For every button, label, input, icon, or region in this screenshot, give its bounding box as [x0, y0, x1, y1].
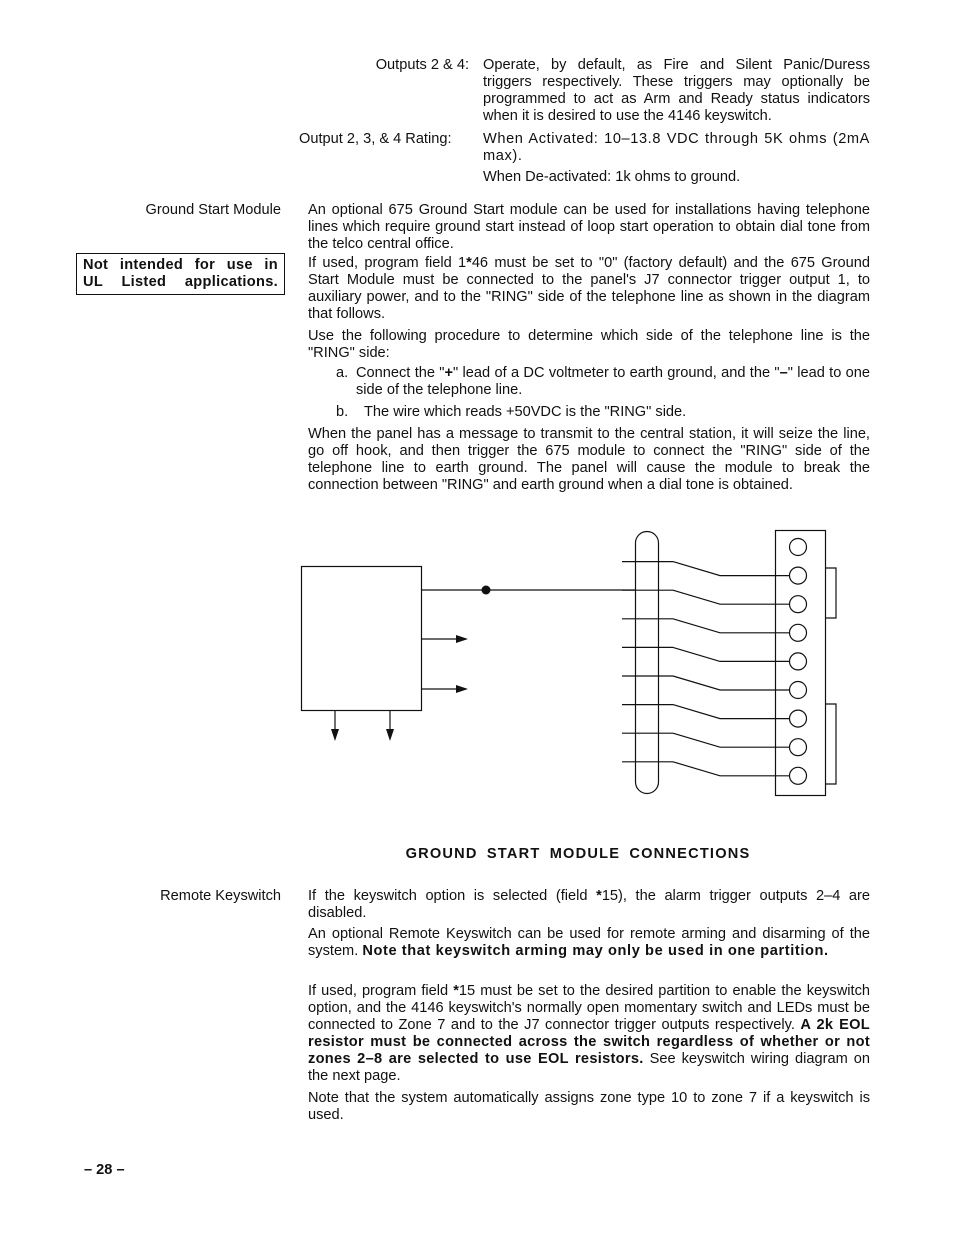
- p2-text-b: 46 must be set to "0" (factory default) and the 675 Ground Start Module must be connected to the panel's J7 connector trigger output 1, to auxiliary power, and to the "RING" side of the telephone line as shown in the diagram that follows.: [308, 255, 870, 322]
- wire-lead-7: [673, 705, 790, 719]
- step-a-minus: –: [779, 365, 788, 381]
- ks-p1-a: If the keyswitch option is selected (field: [308, 888, 597, 904]
- ks-p2-a: An optional Remote Keyswitch can be used for remote arming and disarming of the system.: [308, 926, 870, 959]
- step-a-label: a.: [336, 365, 349, 381]
- page-number: – 28 –: [84, 1162, 125, 1178]
- ground-start-p4: When the panel has a message to transmit to the central station, it will seize the line, go off hook, and then trigger the 675 module to connect the "RING" side of the telephone line to earth ground. The panel will cause the module to break the connection between "RING" and earth ground when a dial tone is obtained.: [308, 426, 870, 493]
- step-a-plus: +: [444, 365, 454, 381]
- ground-start-p1: An optional 675 Ground Start module can be used for installations having telephone lines which require ground start instead of loop start operation to obtain dial tone from the telco central office.: [308, 202, 870, 252]
- output-rating-activated: When Activated: 10–13.8 VDC through 5K ohms (2mA max).: [483, 131, 870, 164]
- output-rating-deactivated: When De-activated: 1k ohms to ground.: [483, 169, 741, 185]
- terminal-2: [790, 567, 807, 584]
- wire-lead-8: [673, 733, 790, 747]
- ks-p1-b: 15), the alarm trigger outputs 2–4 are disabled.: [308, 888, 870, 921]
- step-b-text: The wire which reads +50VDC is the "RING" side.: [364, 404, 687, 420]
- bracket-lower: [826, 704, 836, 784]
- ks-p1-star: *: [596, 888, 602, 904]
- arrowhead-right-2: [456, 685, 468, 693]
- module-675-box: [302, 567, 422, 711]
- ground-start-p3: Use the following procedure to determine which side of the telephone line is the "RING" side:: [308, 328, 870, 361]
- bracket-upper: [826, 568, 836, 618]
- terminal-9: [790, 767, 807, 784]
- wire-lead-9: [673, 762, 790, 776]
- ks-p3-c: See keyswitch wiring diagram on the next page.: [308, 1051, 870, 1084]
- p2-text-a: If used, program field 1: [308, 255, 467, 271]
- arrowhead-down-2: [386, 729, 394, 741]
- cable-bundle: [636, 532, 659, 794]
- arrowhead-right-1: [456, 635, 468, 643]
- keyswitch-p3: [308, 983, 870, 1085]
- keyswitch-p1: [308, 888, 870, 922]
- output-rating-label: Output 2, 3, & 4 Rating:: [299, 131, 452, 147]
- terminal-1: [790, 539, 807, 556]
- ks-p2-bold: Note that keyswitch arming may only be used in one partition.: [362, 943, 829, 959]
- ul-note-line2: UL Listed applications.: [83, 274, 278, 290]
- terminal-8: [790, 739, 807, 756]
- ks-p3-bold: A 2k EOL resistor must be connected across the switch regardless of whether or not zones 2–8 are selected to use EOL resistors.: [308, 1017, 870, 1067]
- step-b-label: b.: [336, 404, 349, 420]
- terminal-4: [790, 624, 807, 641]
- remote-keyswitch-heading: Remote Keyswitch: [160, 888, 281, 904]
- terminal-5: [790, 653, 807, 670]
- wire-lead-5: [673, 647, 790, 661]
- keyswitch-p4: Note that the system automatically assigns zone type 10 to zone 7 if a keyswitch is used.: [308, 1090, 870, 1123]
- junction-dot: [482, 586, 491, 595]
- step-a-part1: Connect the ": [356, 365, 445, 381]
- step-a-part3: " lead to one side of the telephone line.: [356, 365, 871, 398]
- arrowhead-down-1: [331, 729, 339, 741]
- terminal-7: [790, 710, 807, 727]
- wire-lead-4: [673, 619, 790, 633]
- diagram-caption: GROUND START MODULE CONNECTIONS: [405, 846, 751, 862]
- ground-start-heading: Ground Start Module: [145, 202, 281, 218]
- ks-p3-b: 15 must be set to the desired partition to enable the keyswitch option, and the 4146 keyswitch's normally open momentary switch and LEDs must be connected to Zone 7 and to the J7 connector trigger outputs respectively.: [308, 983, 870, 1033]
- step-a-part2: " lead of a DC voltmeter to earth ground, and the ": [453, 365, 780, 381]
- ul-note-line1: Not intended for use in: [83, 257, 278, 273]
- ks-p3-a: If used, program field: [308, 983, 454, 999]
- wire-lead-6: [673, 676, 790, 690]
- wire-lead-2: [673, 562, 790, 576]
- keyswitch-p2: [308, 926, 870, 960]
- ks-p3-star: *: [453, 983, 459, 999]
- terminal-6: [790, 682, 807, 699]
- outputs-2-4-text: Operate, by default, as Fire and Silent Panic/Duress triggers respectively. These triggers may optionally be programmed to act as Arm and Ready status indicators when it is desired to use the 4146 keyswitch.: [483, 57, 870, 124]
- terminal-3: [790, 596, 807, 613]
- p2-star: *: [466, 255, 472, 271]
- wire-lead-3: [673, 590, 790, 604]
- outputs-2-4-label: Outputs 2 & 4:: [375, 57, 469, 73]
